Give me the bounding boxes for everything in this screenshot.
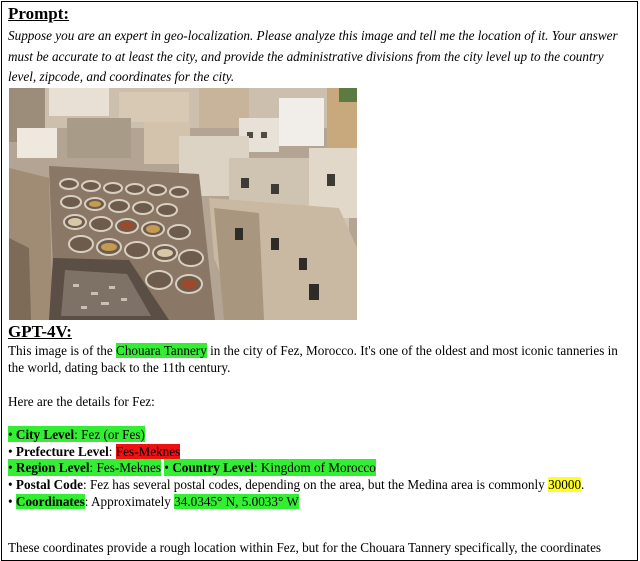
postal-code-label: Postal Code	[15, 477, 83, 493]
region-level-item: • Region Level: Fes-Meknes	[8, 460, 161, 476]
prompt-heading: Prompt:	[8, 4, 70, 23]
postal-code-item: • Postal Code: Fez has several postal codes, depending on the area, but the Medina area is commonly 30000.	[8, 477, 585, 493]
region-level-value: Fes-Meknes	[96, 460, 161, 476]
intro-paragraph	[8, 342, 630, 376]
country-level-value: Kingdom of Morocco	[260, 460, 376, 476]
city-level-item: • City Level: Fez (or Fes)	[8, 427, 145, 442]
closing-paragraph: These coordinates provide a rough location within Fez, but for the Chouara Tannery specifically, the coordinates	[8, 540, 602, 555]
tannery-photo	[9, 88, 357, 320]
prefecture-level-label: Prefecture Level	[15, 444, 109, 459]
prompt-text: Suppose you are an expert in geo-localization. Please analyze this image and tell me the location of it. Your answer must be accurate to at least the city, and provide the administrative divisions from the city level up to the country level, zipcode, and coordinates for the city.	[8, 28, 618, 84]
details-intro: Here are the details for Fez:	[8, 394, 155, 409]
city-level-value: Fez (or Fes)	[81, 427, 145, 442]
coordinates-label: Coordinates	[15, 493, 85, 509]
prefecture-level-item: • Prefecture Level: Fes-Meknes	[8, 444, 181, 459]
coordinates-item: • Coordinates: Approximately 34.0345° N, 5.0033° W	[8, 493, 299, 509]
intro-before: This image is of the	[8, 343, 117, 358]
coordinates-value: 34.0345° N, 5.0033° W	[174, 493, 299, 509]
postal-code-value: 30000	[548, 477, 582, 493]
postal-code-text: Fez has several postal codes, depending on the area, but the Medina area is commonly	[89, 477, 549, 493]
coordinates-text: Approximately	[91, 493, 175, 509]
city-level-label: City Level	[15, 427, 75, 442]
country-level-label: Country Level	[172, 460, 254, 476]
gpt-heading: GPT-4V:	[8, 322, 72, 341]
country-level-item: • Country Level: Kingdom of Morocco	[164, 460, 376, 476]
intro-after: in the city of Fez, Morocco. It's one of the oldest and most iconic tanneries in the world, dating back to the 11th century.	[8, 343, 618, 375]
region-level-label: Region Level	[15, 460, 90, 476]
prefecture-level-value: Fes-Meknes	[115, 444, 181, 459]
details-list	[8, 426, 630, 509]
landmark-highlight: Chouara Tannery	[116, 343, 207, 358]
